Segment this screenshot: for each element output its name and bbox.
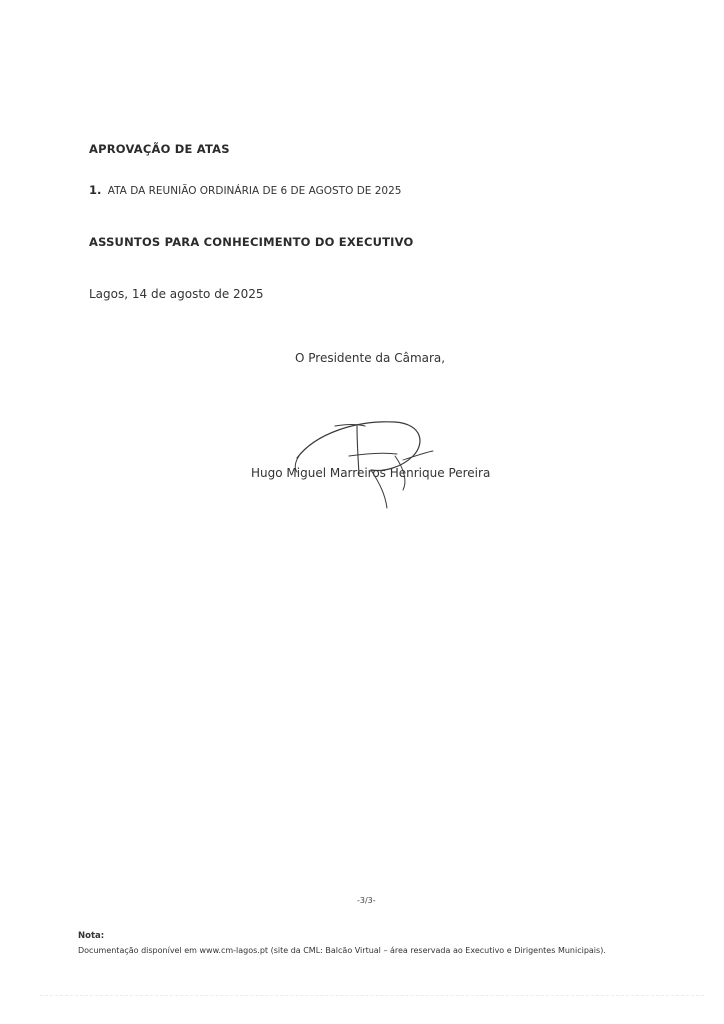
page-number: -3/3- xyxy=(357,896,376,905)
section-heading-executive: ASSUNTOS PARA CONHECIMENTO DO EXECUTIVO xyxy=(89,235,414,249)
handwritten-signature xyxy=(285,412,435,522)
item-number: 1. xyxy=(89,183,102,197)
scan-edge-divider xyxy=(40,995,704,996)
item-text: ATA DA REUNIÃO ORDINÁRIA DE 6 DE AGOSTO DE 2025 xyxy=(107,185,402,197)
place-date: Lagos, 14 de agosto de 2025 xyxy=(89,287,264,301)
note-label: Nota: xyxy=(78,931,105,941)
note-text: Documentação disponível em www.cm-lagos.pt (site da CML: Balcão Virtual – área reservada ao Executivo e Dirigentes Municipais). xyxy=(78,946,606,955)
section-heading-approval: APROVAÇÃO DE ATAS xyxy=(89,142,230,156)
signer-title: O Presidente da Câmara, xyxy=(295,351,446,365)
signer-name: Hugo Miguel Marreiros Henrique Pereira xyxy=(251,466,491,480)
agenda-item xyxy=(89,183,401,197)
